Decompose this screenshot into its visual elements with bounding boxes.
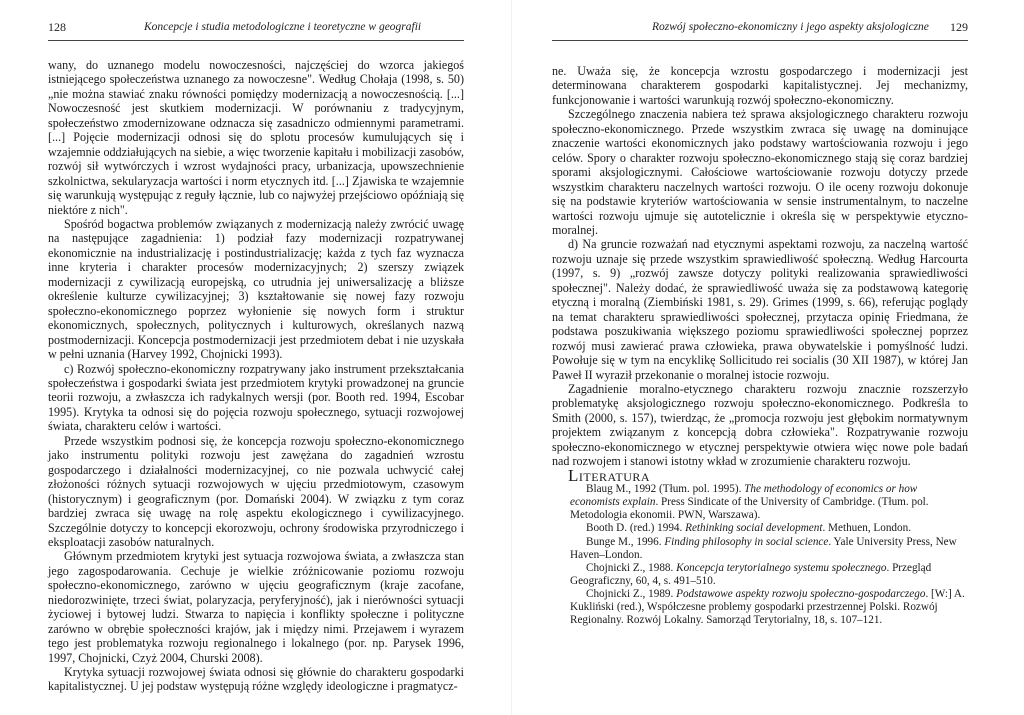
reference-author-year: Blaug M., 1992 (Tłum. pol. 1995).: [586, 483, 745, 496]
paragraph: c) Rozwój społeczno-ekonomiczny rozpatrywany jako instrument przekształcania społeczeństwa i gospodarki świata jest przedmiotem krytyki prowadzonej na gruncie teorii rozwoju, a zwłaszcza ich radykalnych wersji (por. Booth red. 1994, Escobar 1995). Krytyka ta odnosi się do pojęcia rozwoju społecznego, sytuacji rozwojowej świata, charakteru celów i wartości.: [48, 361, 464, 434]
paragraph: wany, do uznanego modelu nowoczesności, najczęściej do wzorca jakiegoś istniejącego społeczeństwa uznanego za nowoczesne". Według Chołaja (1998, s. 50) „nie można stawiać znaku równości pomiędzy modernizacją a nowoczesnością. [...] Nowoczesność jest skutkiem modernizacji. W porównaniu z tradycyjnym, społeczeństwo zmodernizowane odznacza się zasadniczo odmiennymi parametrami. [...] Pojęcie modernizacji odnosi się do splotu procesów kumulujących się i wzajemnie oddziałujących na siebie, a więc tworzenie kapitału i mobilizacji zasobów, rozwój sił wytwórczych i wzrost wydajności pracy, urbanizacja, upowszechnienie szkolnictwa, sekularyzacja wartości i norm etycznych itd. [...] Zjawiska te wzajemnie się warunkują występując z reguły łącznie, lub co najwyżej przejściowo opóźniają się niektóre z nich".: [48, 58, 464, 217]
reference-publisher: . [W:] A. Kukliński (red.), Współczesne problemy gospodarki przestrzennej Polski. Rozwój Regionalny. Rozwój Lokalny. Samorząd Terytorialny, 18, s. 107–121.: [570, 587, 965, 627]
reference-publisher: . Yale University Press, New Haven–London.: [570, 535, 957, 561]
reference-publisher: . Press Sindicate of the University of Cambridge. (Tłum. pol. Metodologia ekonomii. PWN, Warszawa).: [570, 496, 929, 522]
section-heading: Literatura: [568, 465, 651, 485]
paragraph: Przede wszystkim podnosi się, że koncepcja rozwoju społeczno-ekonomicznego jako instrumentu polityki rozwoju jest zawężana do zagadnień wzrostu gospodarczego i działalności modernizacyjnej, co nie pozwala uchwycić całej złożoności różnych sytuacji rozwojowych w ujęciu przedmiotowym, czasowym (historycznym) i geograficznym (por. Domański 2004). W związku z tym coraz bardziej zwraca się uwagę na rolę aspektu ekologicznego i cywilizacyjnego. Szczególnie dotyczy to koncepcji ekorozwoju, ochrony środowiska przyrodniczego i eksploatacji zasobów naturalnych.: [48, 433, 464, 549]
reference-publisher: . Methuen, London.: [822, 522, 912, 535]
running-title: Koncepcje i studia metodologiczne i teoretyczne w geografii: [144, 21, 422, 33]
paragraph: Głównym przedmiotem krytyki jest sytuacja rozwojowa świata, a zwłaszcza stan jego zagospodarowania. Cechuje je wielkie zróżnicowanie poziomu rozwoju społeczno-ekonomicznego, zarówno w ujęciu geograficznym (kraje zacofane, niedorozwinięte, trzeci świat, polaryzacja, peryferyjność), jak i nierówności sytuacji życiowej i bytowej ludzi. Stwarza to napięcia i konflikty społeczne i polityczne zarówno w obrębie społeczności krajów, jak i między nimi. Przejawem i wyrazem tego jest problematyka rozwoju regionalnego i lokalnego (por. np. Parysek 1996, 1997, Chojnicki, Czyż 2004, Churski 2008).: [48, 549, 464, 665]
paragraph: Zagadnienie moralno-etycznego charakteru rozwoju znacznie rozszerzyło problematykę aksjologicznego rozwoju społeczno-ekonomicznego. Podkreśla to Smith (2000, s. 157), twierdząc, że „promocja rozwoju jest głębokim normatywnym projektem związanym z koncepcją dobra człowieka". Rozpatrywanie rozwoju społeczno-ekonomicznego w etycznej perspektywie otwiera więc nowe pole badań nad rozwojem i stanowi istotny wkład w zrozumienie charakteru rozwoju.: [552, 381, 968, 469]
reference-item: [552, 588, 968, 627]
reference-list: [552, 483, 968, 627]
paragraph: d) Na gruncie rozważań nad etycznymi aspektami rozwoju, za naczelną wartość rozwoju uznaje się przede wszystkim sprawiedliwość społeczną. Według Harcourta (1997, s. 9) „rozwój zawsze dotyczy polityki realizowania sprawiedliwości społecznej". Należy dodać, że sprawiedliwość uważa się za podstawową kategorię etyczną i moralną (Ziembiński 1981, s. 29). Grimes (1999, s. 66), referując poglądy na temat charakteru sprawiedliwości społecznej, przytacza opinię Friedmana, że podstawa poszukiwania większego poziomu sprawiedliwości społecznej poprzez rozwój musi zawierać prawa człowieka, prawa obywatelskie i pomyślność ludzi. Powołuje się w tym na encyklikę Sollicitudo rei socialis (30 XII 1987), w której Jan Paweł II wyraził przekonanie o moralnej istocie rozwoju.: [552, 237, 968, 382]
paragraph: ne. Uważa się, że koncepcja wzrostu gospodarczego i modernizacji jest determinowana charakterem gospodarki kapitalistycznej. Jej mechanizmy, funkcjonowanie i wartości warunkują rozwój społeczno-ekonomiczny.: [552, 64, 968, 107]
reference-item: [552, 522, 968, 535]
page-number: 128: [48, 20, 66, 34]
reference-author-year: Booth D. (red.) 1994.: [586, 522, 686, 535]
paragraph: Krytyka sytuacji rozwojowej świata odnosi się głównie do charakteru gospodarki kapitalistycznej. U jej podstaw występują różne względy ideologiczne i pragmatycz-: [48, 665, 464, 694]
reference-author-year: Bunge M., 1996.: [586, 535, 665, 548]
running-title: Rozwój społeczno-ekonomiczny i jego aspekty aksjologiczne: [652, 21, 929, 33]
reference-title: Podstawowe aspekty rozwoju społeczno-gospodarczego: [676, 587, 926, 600]
reference-item: [552, 562, 968, 588]
reference-item: [552, 536, 968, 562]
reference-publisher: . Przegląd Geograficzny, 60, 4, s. 491–510.: [570, 561, 932, 587]
reference-author-year: Chojnicki Z., 1989.: [586, 587, 677, 600]
right-page: [512, 0, 1024, 715]
running-head: [552, 18, 968, 36]
page-number: 129: [950, 20, 968, 34]
body-text: [552, 64, 968, 627]
header-rule: [552, 40, 968, 41]
body-text: [48, 58, 464, 694]
paragraph: Spośród bogactwa problemów związanych z modernizacją należy zwrócić uwagę na następujące zagadnienia: 1) podział fazy modernizacji rozpatrywanej ekonomicznie na industrializację i postindustrializację; każda z tych faz wyznacza inne kryteria i charakter procesów modernizacyjnych; 2) szerszy związek modernizacji z cywilizacją europejską, co utrudnia jej uniwersalizację a bliższe określenie kulturze cywilizacyjnej; 3) kształtowanie się nowej fazy rozwoju społeczno-ekonomicznego poprzez wyłonienie się nowych form i struktur ekonomicznych, społecznych, politycznych i kulturowych, określanych nazwą postmodernizacji. Koncepcja postmodernizacji jest przedmiotem debat i nie uzyskała w pełni uznania (Harvey 1992, Chojnicki 1993).: [48, 216, 464, 362]
reference-title: Rethinking social development: [685, 522, 823, 535]
reference-author-year: Chojnicki Z., 1988.: [586, 561, 677, 574]
reference-title: Koncepcja terytorialnego systemu społecznego: [676, 561, 887, 574]
reference-item: [552, 483, 968, 522]
header-rule: [48, 40, 464, 41]
reference-title: Finding philosophy in social science: [664, 535, 829, 548]
running-head: [48, 18, 464, 36]
reference-title: The methodology of economics or how economists explain: [570, 483, 918, 509]
paragraph: Szczególnego znaczenia nabiera też sprawa aksjologicznego charakteru rozwoju społeczno-ekonomicznego. Przede wszystkim zwraca się uwagę na dominujące znaczenie wartości ekonomicznych jako podstawy wartościowania rozwoju i jego celów. Spory o charakter rozwoju społeczno-ekonomicznego stają się coraz bardziej sporami aksjologicznymi. Całościowe wartościowanie rozwoju dotyczy przede wszystkim charakteru naczelnych wartości rozwoju. O ile oceny rozwoju dokonuje się na podstawie kryteriów wartościowania w sensie instrumentalnym, to naczelne wartości rozwoju ujmuje się autotelicznie i określa się w perspektywie etyczno-moralnej.: [552, 107, 968, 237]
